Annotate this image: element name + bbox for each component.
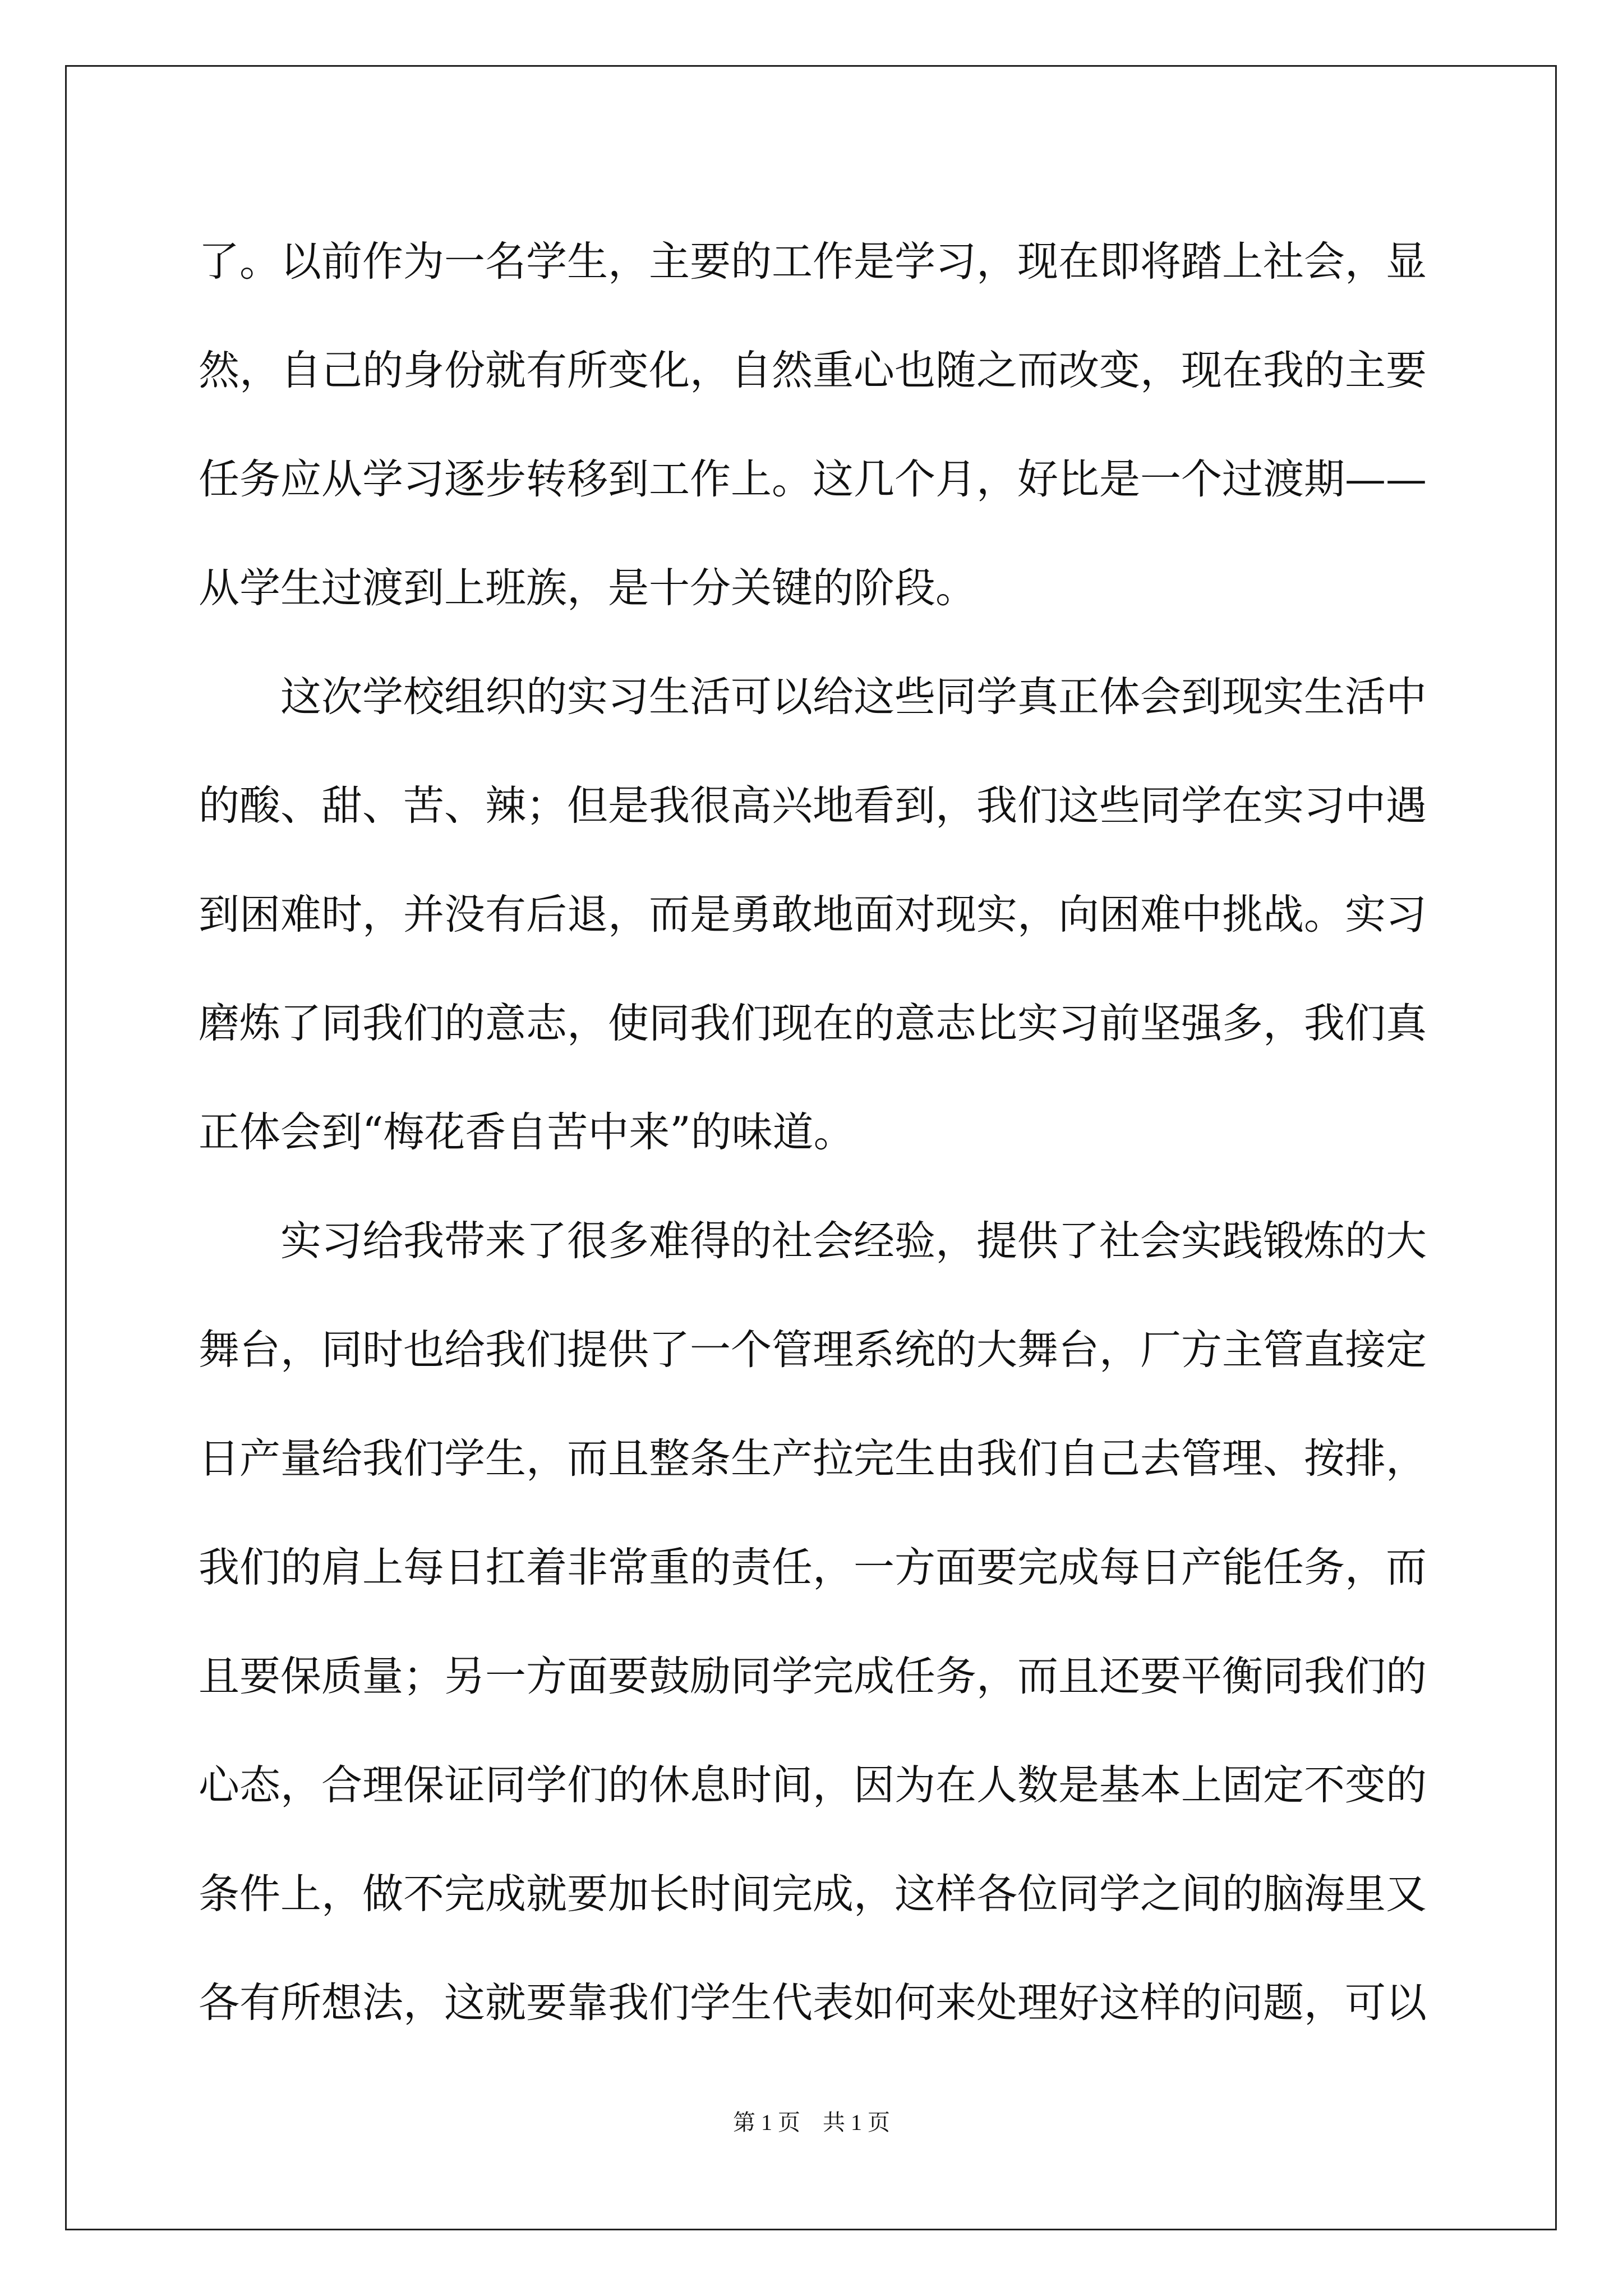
paragraph-3-line-7: 条件上，做不完成就要加长时间完成，这样各位同学之间的脑海里又 [199,1870,1427,1918]
paragraph-1-line-4: 从学生过渡到上班族，是十分关键的阶段。 [199,564,976,612]
paragraph-3-line-1: 实习给我带来了很多难得的社会经验，提供了社会实践锻炼的大 [280,1217,1427,1265]
page-number-footer: 第 1 页 共 1 页 [733,2110,890,2135]
document-body [199,208,1427,2058]
paragraph-2-line-3: 到困难时，并没有后退，而是勇敢地面对现实，向困难中挑战。实习 [199,891,1427,938]
paragraph-2-line-4: 磨炼了同我们的意志，使同我们现在的意志比实习前坚强多，我们真 [199,1000,1427,1047]
paragraph-1-line-2: 然，自己的身份就有所变化，自然重心也随之而改变，现在我的主要 [199,347,1427,394]
paragraph-3-line-4: 我们的肩上每日扛着非常重的责任，一方面要完成每日产能任务，而 [199,1544,1427,1591]
paragraph-3-line-5: 且要保质量；另一方面要鼓励同学完成任务，而且还要平衡同我们的 [199,1653,1427,1700]
paragraph-2-line-1: 这次学校组织的实习生活可以给这些同学真正体会到现实生活中 [280,673,1427,721]
paragraph-3-line-6: 心态，合理保证同学们的休息时间，因为在人数是基本上固定不变的 [199,1761,1427,1809]
paragraph-2-line-5: 正体会到“梅花香自苦中来”的味道。 [199,1108,855,1156]
paragraph-1-line-3: 任务应从学习逐步转移到工作上。这几个月，好比是一个过渡期—— [199,455,1427,503]
paragraph-3-line-2: 舞台，同时也给我们提供了一个管理系统的大舞台，厂方主管直接定 [199,1326,1427,1374]
paragraph-3-line-3: 日产量给我们学生，而且整条生产拉完生由我们自己去管理、按排， [199,1435,1427,1483]
paragraph-2-line-2: 的酸、甜、苦、辣；但是我很高兴地看到，我们这些同学在实习中遇 [199,782,1427,830]
paragraph-3-line-8: 各有所想法，这就要靠我们学生代表如何来处理好这样的问题，可以 [199,1979,1427,2027]
paragraph-1-line-1: 了。以前作为一名学生，主要的工作是学习，现在即将踏上社会，显 [199,238,1427,286]
